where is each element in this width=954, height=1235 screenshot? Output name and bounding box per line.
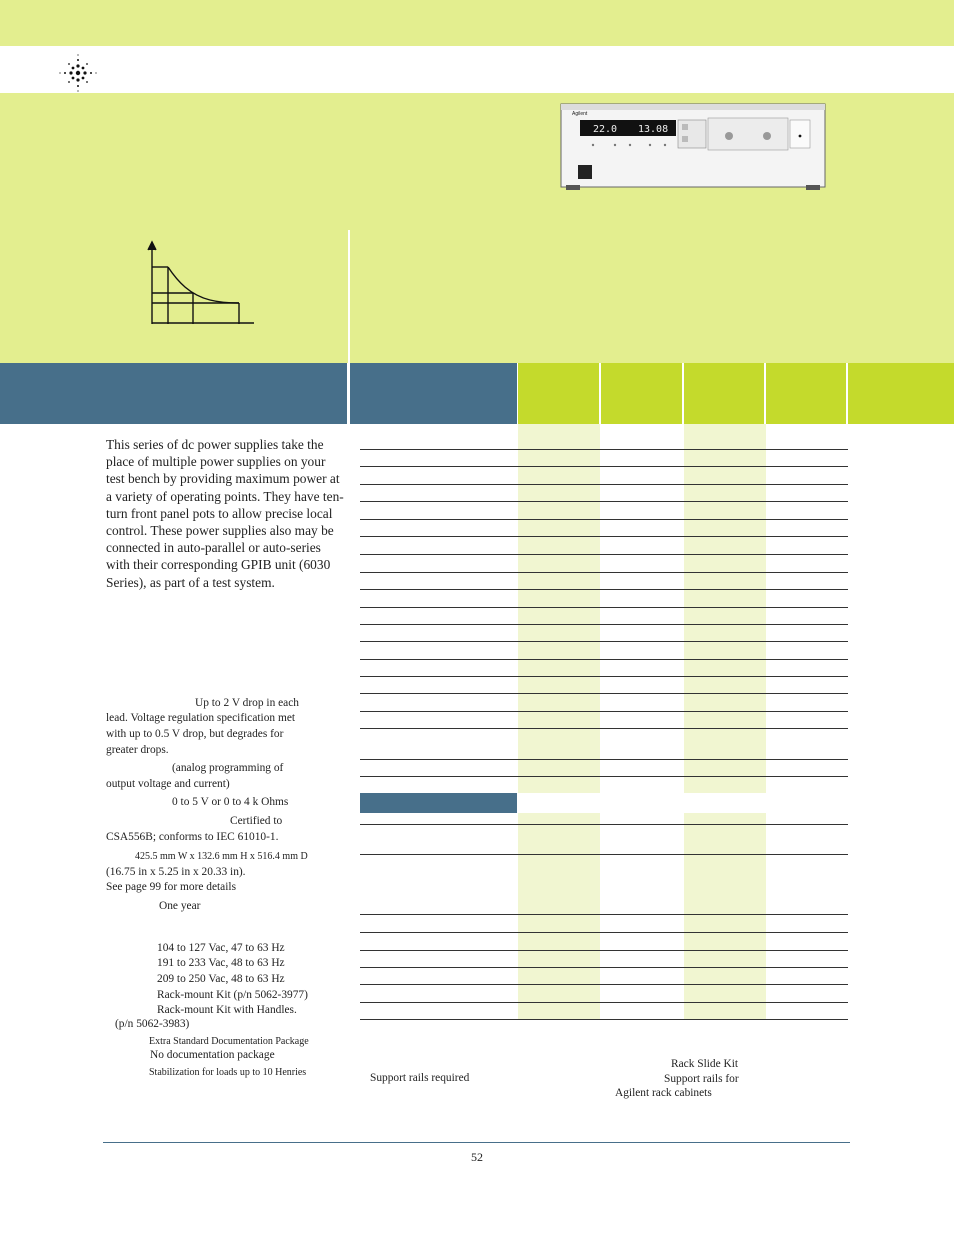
rack-slide-note: Support rails for bbox=[664, 1073, 739, 1085]
section-header-bar bbox=[360, 793, 517, 813]
analog-programming-text: output voltage and current) bbox=[106, 778, 230, 790]
remote-sense-text: Up to 2 V drop in each bbox=[195, 697, 299, 709]
table-header-row bbox=[0, 363, 954, 424]
size-text: See page 99 for more details bbox=[106, 881, 236, 893]
table-rule bbox=[360, 759, 848, 760]
rack-kit-option: Rack-mount Kit (p/n 5062-3977) bbox=[157, 989, 308, 1001]
table-rule bbox=[360, 984, 848, 985]
table-rule bbox=[360, 449, 848, 450]
table-rule bbox=[360, 776, 848, 777]
table-rule bbox=[360, 711, 848, 712]
rack-kit-option: Rack-mount Kit with Handles. bbox=[157, 1004, 297, 1016]
table-rule bbox=[360, 1002, 848, 1003]
table-rule bbox=[360, 607, 848, 608]
column-shade-1a bbox=[518, 424, 600, 793]
ac-input-option: 104 to 127 Vac, 47 to 63 Hz bbox=[157, 942, 285, 954]
current-readout: 13.08 bbox=[638, 124, 669, 135]
analog-programming-text: (analog programming of bbox=[172, 762, 284, 774]
column-shade-3a bbox=[684, 424, 766, 793]
footer-rule bbox=[103, 1142, 850, 1143]
agilent-spark-logo-icon bbox=[58, 53, 98, 98]
stabilization-option: Stabilization for loads up to 10 Henries bbox=[149, 1067, 307, 1078]
output-characteristic-graph bbox=[140, 240, 260, 335]
safety-cert-text: Certified to bbox=[230, 815, 283, 827]
table-rule bbox=[360, 536, 848, 537]
warranty-text: One year bbox=[159, 900, 201, 912]
top-band bbox=[0, 0, 954, 46]
table-rule bbox=[360, 501, 848, 502]
ac-input-option: 191 to 233 Vac, 48 to 63 Hz bbox=[157, 957, 285, 969]
safety-cert-text: CSA556B; conforms to IEC 61010-1. bbox=[106, 831, 279, 843]
table-rule bbox=[360, 572, 848, 573]
analog-range-text: 0 to 5 V or 0 to 4 k Ohms bbox=[172, 796, 289, 808]
remote-sense-text: greater drops. bbox=[106, 744, 169, 756]
table-rule bbox=[360, 967, 848, 968]
table-rule bbox=[360, 676, 848, 677]
table-rule bbox=[360, 624, 848, 625]
remote-sense-text: with up to 0.5 V drop, but degrades for bbox=[106, 728, 284, 740]
size-text: (16.75 in x 5.25 in x 20.33 in). bbox=[106, 866, 246, 878]
support-rails-note: Support rails required bbox=[370, 1072, 470, 1084]
page-number: 52 bbox=[471, 1150, 483, 1164]
size-text: 425.5 mm W x 132.6 mm H x 516.4 mm D bbox=[135, 851, 308, 862]
table-rule bbox=[360, 641, 848, 642]
table-rule bbox=[360, 914, 848, 915]
remote-sense-text: lead. Voltage regulation specification met bbox=[106, 712, 296, 724]
header-cell-model-4 bbox=[766, 363, 846, 424]
device-brand: Agilent bbox=[572, 111, 588, 117]
header-cell-model-2 bbox=[601, 363, 682, 424]
table-rule bbox=[360, 854, 848, 855]
table-rule bbox=[360, 950, 848, 951]
power-supply-image bbox=[560, 103, 828, 196]
header-cell-model-3 bbox=[684, 363, 764, 424]
rack-kit-option: (p/n 5062-3983) bbox=[115, 1018, 190, 1030]
table-rule bbox=[360, 1019, 848, 1020]
documentation-option: No documentation package bbox=[150, 1049, 275, 1061]
logo-band bbox=[0, 46, 954, 93]
table-rule bbox=[360, 466, 848, 467]
header-cell-specification bbox=[0, 363, 347, 424]
rack-slide-note: Rack Slide Kit bbox=[671, 1058, 739, 1070]
header-cell-model-1 bbox=[518, 363, 599, 424]
table-rule bbox=[360, 554, 848, 555]
column-shade-1b bbox=[518, 813, 600, 1020]
table-rule bbox=[360, 932, 848, 933]
column-shade-3b bbox=[684, 813, 766, 1020]
table-rule bbox=[360, 728, 848, 729]
table-rule bbox=[360, 693, 848, 694]
table-rule bbox=[360, 519, 848, 520]
column-divider bbox=[348, 230, 350, 363]
table-rule bbox=[360, 824, 848, 825]
table-rule bbox=[360, 484, 848, 485]
table-rule bbox=[360, 659, 848, 660]
rack-slide-note: Agilent rack cabinets bbox=[615, 1087, 712, 1099]
voltage-readout: 22.0 bbox=[593, 124, 618, 135]
ac-input-option: 209 to 250 Vac, 48 to 63 Hz bbox=[157, 973, 285, 985]
header-cell-model-5 bbox=[848, 363, 954, 424]
documentation-option: Extra Standard Documentation Package bbox=[149, 1036, 309, 1047]
table-rule bbox=[360, 589, 848, 590]
header-cell-condition bbox=[350, 363, 517, 424]
intro-paragraph: This series of dc power supplies take the place of multiple power supplies on your test bench by providing maximum power at a variety of operating points. They have ten-turn front panel pots to allow precise local control. These power supplies also may be connected in auto-parallel or auto-series with their corresponding GPIB unit (6030 Series), as part of a test system. bbox=[106, 437, 344, 590]
